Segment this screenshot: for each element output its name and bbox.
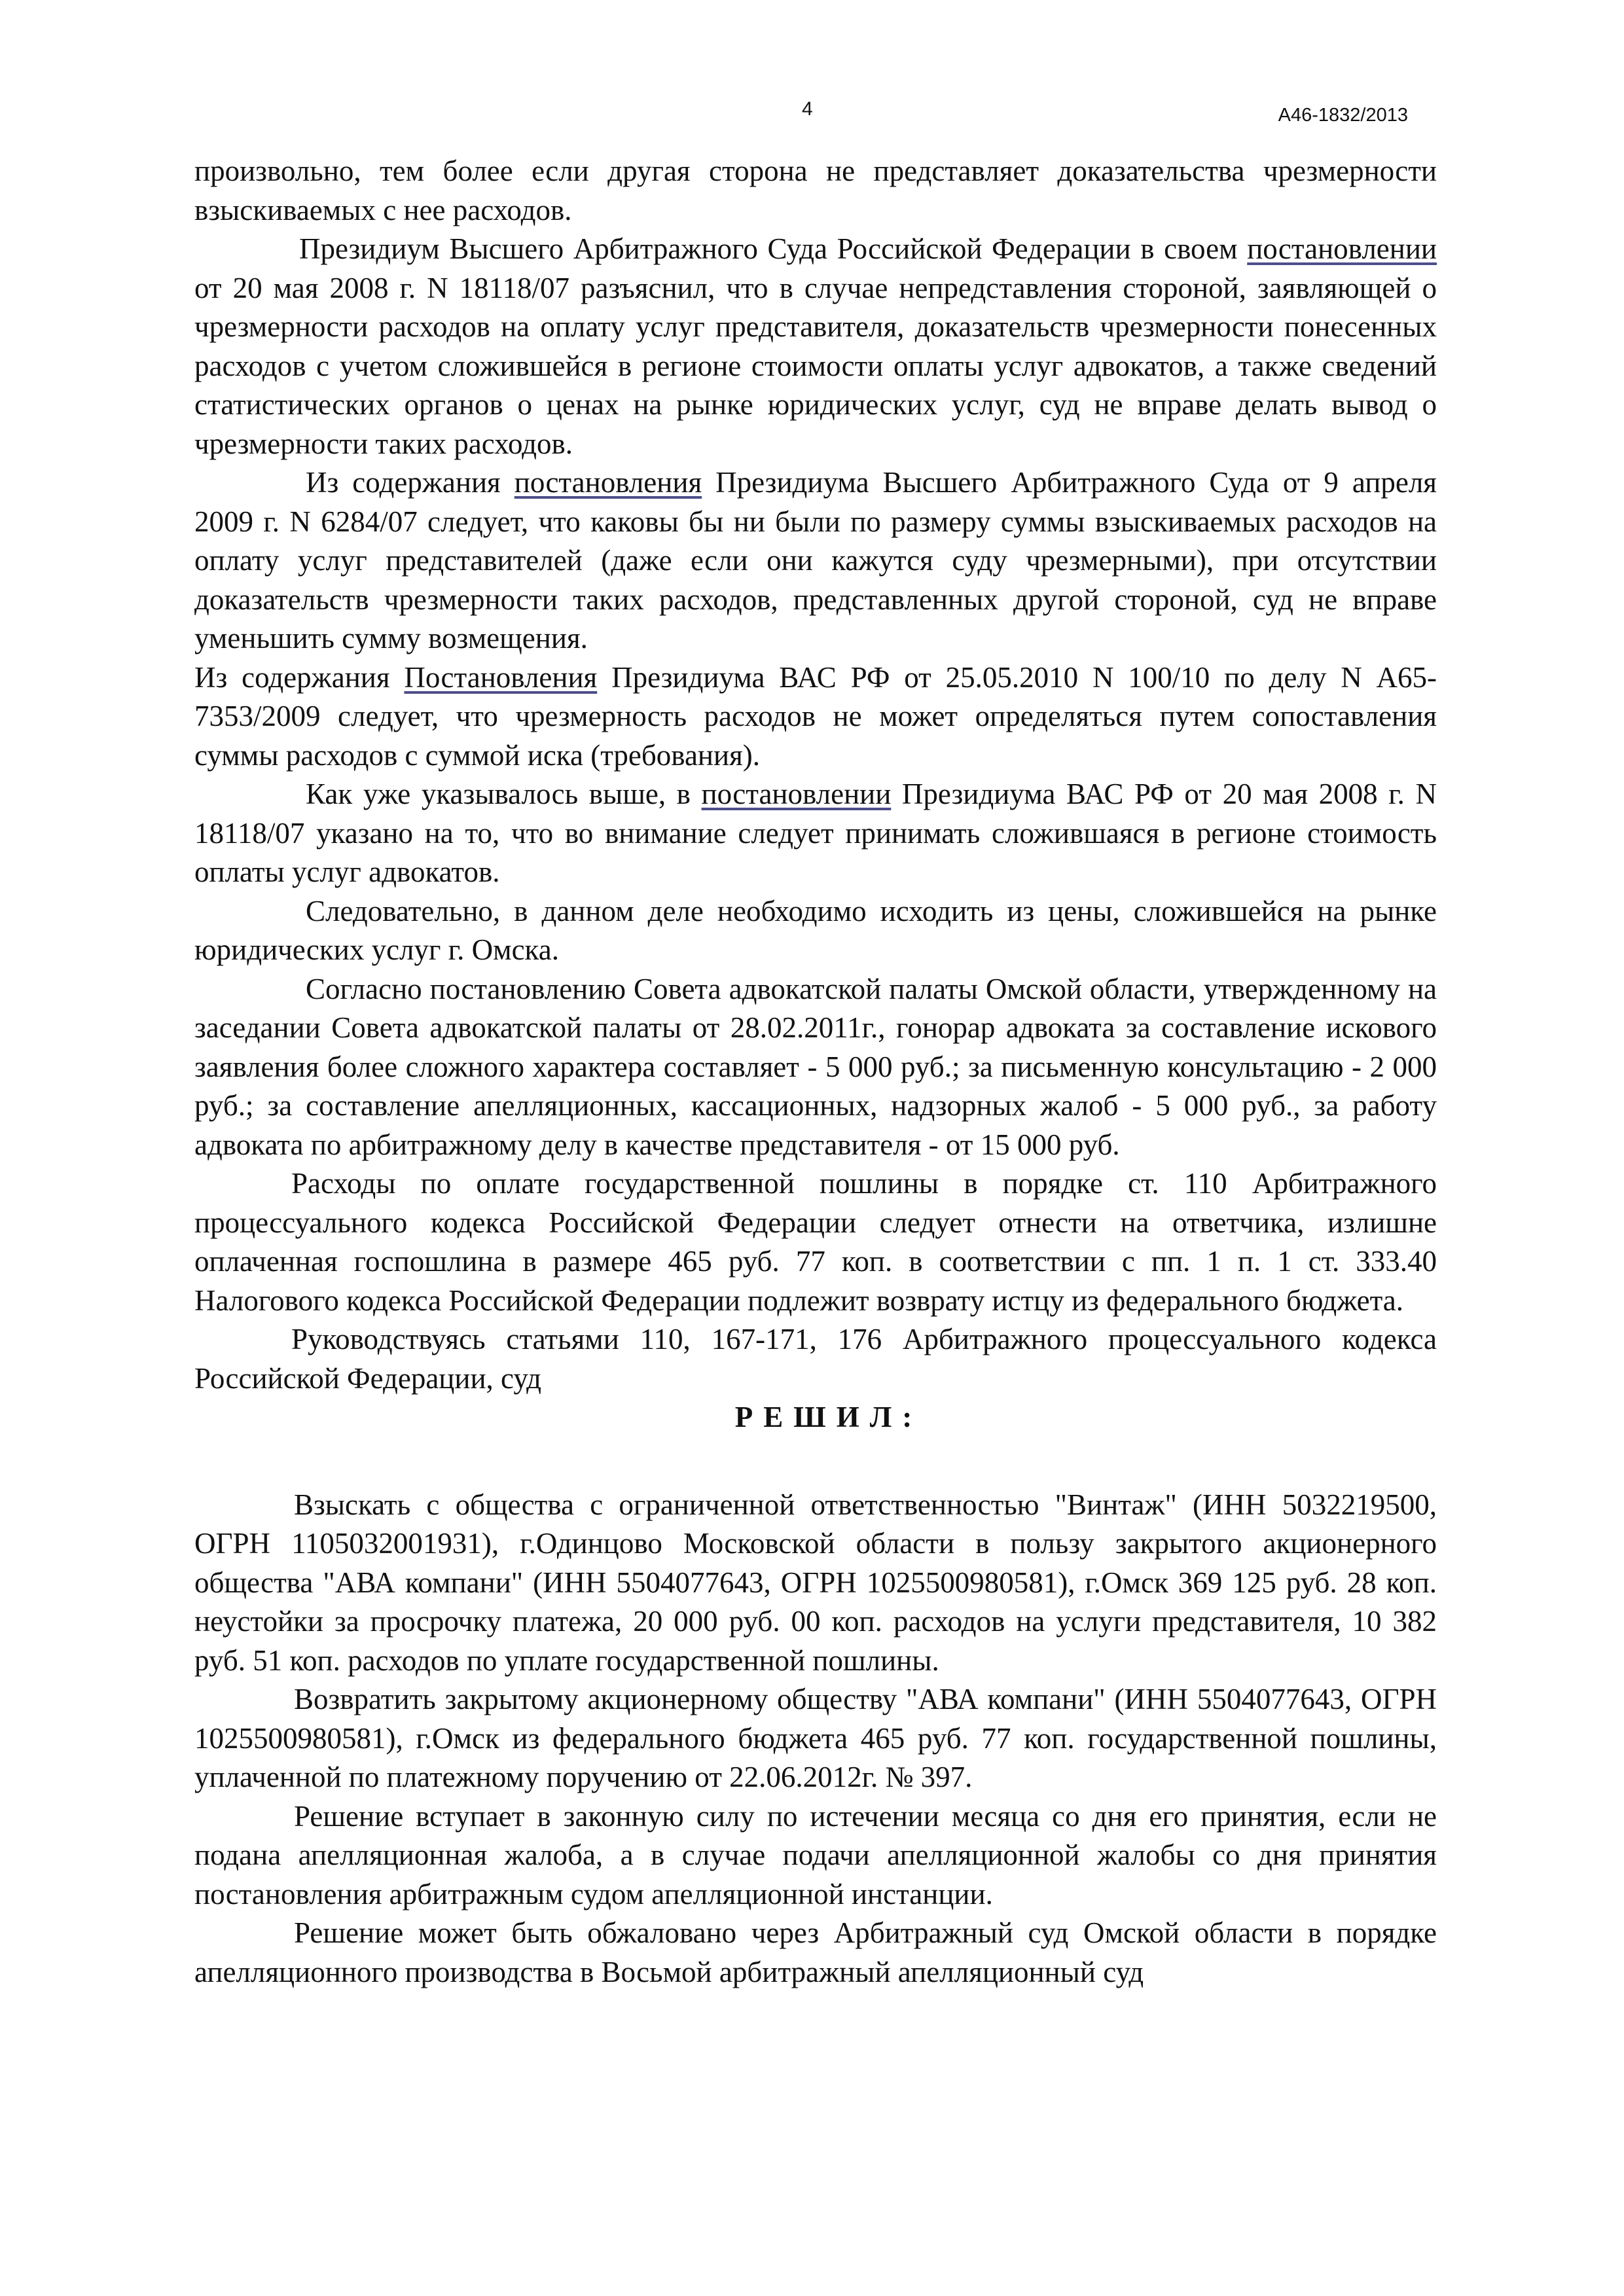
paragraph-13: Решение может быть обжаловано через Арбитражный суд Омской области в порядке апелляционного производства в Восьмой арбитражный апелляционный суд bbox=[194, 1916, 1437, 1988]
postanovlenie-link[interactable]: постановлении bbox=[1247, 232, 1437, 265]
paragraph-12: Решение вступает в законную силу по истечении месяца со дня его принятия, если не подана апелляционная жалоба, а в случае подачи апелляционной жалобы со дня принятия постановления арбитражным судом апелляционной инстанции. bbox=[194, 1799, 1437, 1910]
case-number: А46-1832/2013 bbox=[1278, 105, 1408, 126]
paragraph-6: Следовательно, в данном деле необходимо исходить из цены, сложившейся на рынке юридических услуг г. Омска. bbox=[194, 894, 1437, 966]
paragraph-2-text-after: от 20 мая 2008 г. N 18118/07 разъяснил, что в случае непредставления стороной, заявляющей о чрезмерности расходов на оплату услуг представителя, доказательств чрезмерности понесенных расходов с учетом сложившейся в регионе стоимости оплаты услуг адвокатов, а также сведений статистических органов о ценах на рынке юридических услуг, суд не вправе делать вывод о чрезмерности таких расходов. bbox=[194, 271, 1437, 460]
postanovleniya-vas-link[interactable]: Постановления bbox=[404, 660, 598, 694]
paragraph-11: Возвратить закрытому акционерному обществу "АВА компани" (ИНН 5504077643, ОГРН 1025500980581), г.Омск из федерального бюджета 465 руб. 77 коп. государственной пошлины, уплаченной по платежному поручению от 22.06.2012г. № 397. bbox=[194, 1683, 1437, 1793]
paragraph-3 bbox=[194, 463, 1437, 658]
paragraph-9: Руководствуясь статьями 110, 167-171, 176 Арбитражного процессуального кодекса Российской Федерации, суд bbox=[194, 1323, 1437, 1395]
paragraph-2 bbox=[194, 230, 1437, 463]
paragraph-2-text-before: Президиум Высшего Арбитражного Суда Российской Федерации в своем bbox=[299, 232, 1248, 265]
paragraph-4 bbox=[194, 658, 1437, 776]
paragraph-3-text-after: Президиума Высшего Арбитражного Суда от 9 апреля 2009 г. N 6284/07 следует, что каковы бы ни были по размеру суммы взыскиваемых расходов на оплату услуг представителей (даже если они кажутся суду чрезмерными), при отсутствии доказательств чрезмерности таких расходов, представленных другой стороной, суд не вправе уменьшить сумму возмещения. bbox=[194, 466, 1437, 655]
paragraph-5 bbox=[194, 775, 1437, 892]
decision-heading: РЕШИЛ: bbox=[734, 1401, 923, 1433]
postanovleniya-link[interactable]: постановления bbox=[514, 466, 702, 499]
paragraph-10: Взыскать с общества с ограниченной ответственностью "Винтаж" (ИНН 5032219500, ОГРН 1105032001931), г.Одинцово Московской области в пользу закрытого акционерного общества "АВА компани" (ИНН 5504077643, ОГРН 1025500980581), г.Омск 369 125 руб. 28 коп. неустойки за просрочку платежа, 20 000 руб. 00 коп. расходов на услуги представителя, 10 382 руб. 51 коп. расходов по уплате государственной пошлины. bbox=[194, 1488, 1437, 1677]
paragraph-3-text-before: Из содержания bbox=[306, 466, 514, 499]
paragraph-4-text-before: Из содержания bbox=[194, 660, 405, 694]
paragraph-5-text-before: Как уже указывалось выше, в bbox=[306, 778, 702, 810]
document-body bbox=[194, 152, 1437, 1992]
paragraph-8: Расходы по оплате государственной пошлины в порядке ст. 110 Арбитражного процессуального кодекса Российской Федерации следует отнести на ответчика, излишне оплаченная госпошлина в размере 465 руб. 77 коп. в соответствии с пп. 1 п. 1 ст. 333.40 Налогового кодекса Российской Федерации подлежит возврату истцу из федерального бюджета. bbox=[194, 1167, 1437, 1317]
paragraph-4-text-after: Президиума ВАС РФ от 25.05.2010 N 100/10 по делу N А65-7353/2009 следует, что чрезмерность расходов не может определяться путем сопоставления суммы расходов с суммой иска (требования). bbox=[194, 660, 1437, 772]
paragraph-7: Согласно постановлению Совета адвокатской палаты Омской области, утвержденному на заседании Совета адвокатской палаты от 28.02.2011г., гонорар адвоката за составление искового заявления более сложного характера составляет - 5 000 руб.; за письменную консультацию - 2 000 руб.; за составление апелляционных, кассационных, надзорных жалоб - 5 000 руб., за работу адвоката по арбитражному делу в качестве представителя - от 15 000 руб. bbox=[194, 972, 1437, 1161]
postanovlenii-vas-link[interactable]: постановлении bbox=[701, 778, 892, 810]
page-number: 4 bbox=[802, 98, 813, 120]
spacer bbox=[194, 1437, 1437, 1486]
paragraph-1: произвольно, тем более если другая сторона не представляет доказательства чрезмерности взыскиваемых с нее расходов. bbox=[194, 154, 1437, 226]
paragraph-5-text-after: Президиума ВАС РФ от 20 мая 2008 г. N 18118/07 указано на то, что во внимание следует принимать сложившаяся в регионе стоимость оплаты услуг адвокатов. bbox=[194, 778, 1437, 888]
